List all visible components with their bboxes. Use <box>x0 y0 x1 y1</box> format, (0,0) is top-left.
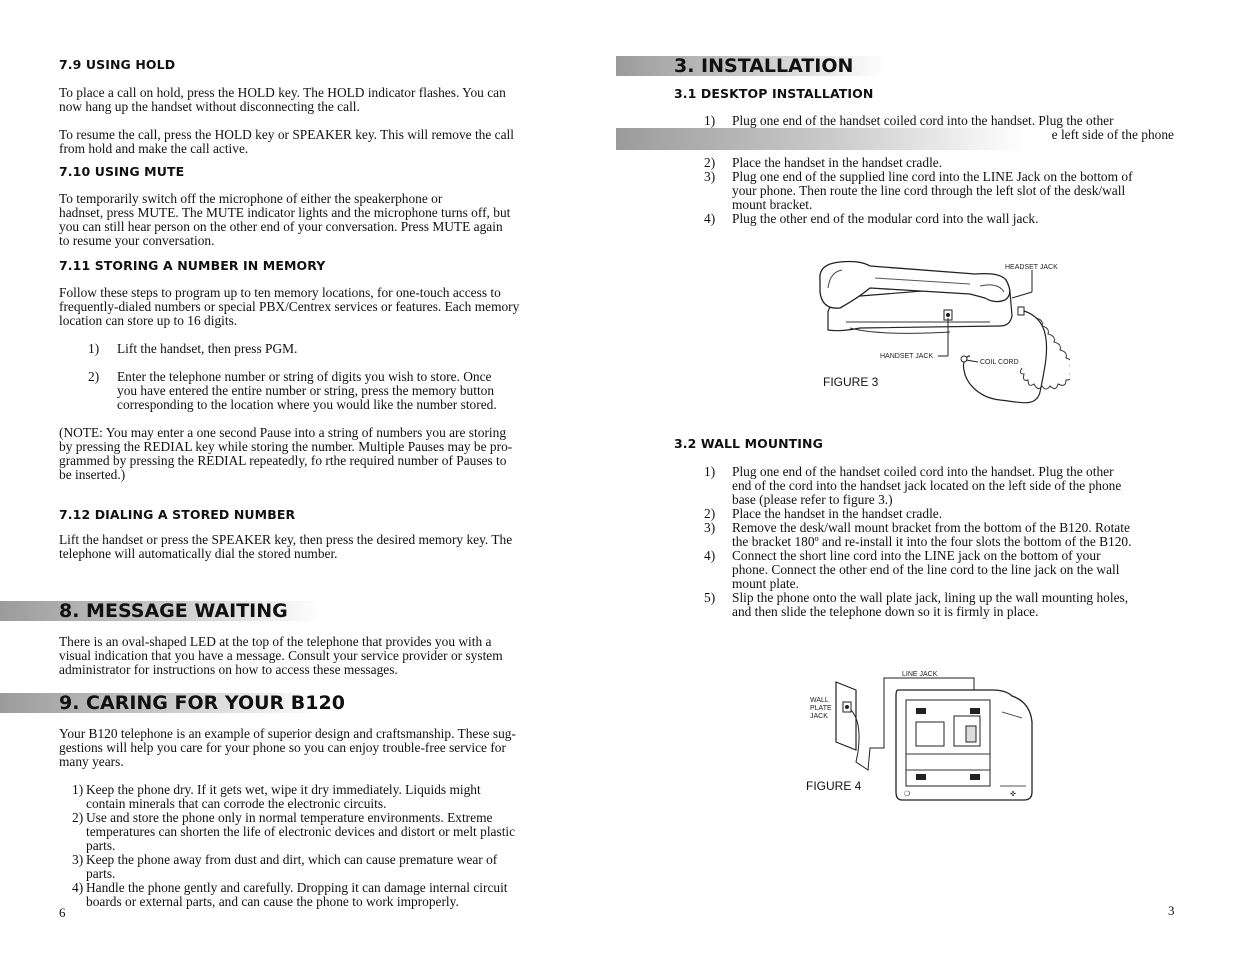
list-number: 3) <box>704 520 716 535</box>
text-line: hadnset, press MUTE. The MUTE indicator lights and the microphone turns off, but <box>59 205 511 220</box>
svg-text:❍: ❍ <box>904 791 911 798</box>
text-line: you can still hear person on the other end of your conversation. Press MUTE again <box>59 219 503 234</box>
text-line: (NOTE: You may enter a one second Pause into a string of numbers you are storing <box>59 425 507 440</box>
text-line: phone. Connect the other end of the line cord to the line jack on the wall <box>732 562 1120 577</box>
text-line: the bracket 180º and re-install it into the four slots the bottom of the B120. <box>732 534 1132 549</box>
list-number: 2) <box>88 369 100 384</box>
list-item <box>704 521 1184 549</box>
text-line: Lift the handset, then press PGM. <box>117 341 298 356</box>
text-line: Plug the other end of the modular cord into the wall jack. <box>732 211 1039 226</box>
list-item <box>72 881 562 909</box>
list-number: 5) <box>704 590 716 605</box>
list-item <box>704 507 1184 521</box>
text-line: Keep the phone dry. If it gets wet, wipe it dry immediately. Liquids might <box>86 782 481 797</box>
text-line: many years. <box>59 754 124 769</box>
text-line: To temporarily switch off the microphone of either the speakerphone or <box>59 191 443 206</box>
section-7-11-heading: 7.11 STORING A NUMBER IN MEMORY <box>59 258 326 273</box>
list-item <box>704 212 1184 226</box>
text-line: and then slide the telephone down so it is firmly in place. <box>732 604 1039 619</box>
text-line: Keep the phone away from dust and dirt, which can cause premature wear of <box>86 852 498 867</box>
text-line: boards or external parts, and can cause the phone to work improperly. <box>86 894 459 909</box>
text-line: be inserted.) <box>59 467 126 482</box>
section-7-12-heading: 7.12 DIALING A STORED NUMBER <box>59 507 296 522</box>
text-line: Slip the phone onto the wall plate jack, lining up the wall mounting holes, <box>732 590 1129 605</box>
list-item <box>88 342 548 356</box>
text-line: visual indication that you have a message. Consult your service provider or system <box>59 648 503 663</box>
list-item <box>72 853 562 881</box>
figure-3-phone-illustration <box>800 252 1070 422</box>
text-line: base (please refer to figure 3.) <box>732 492 893 507</box>
list-number: 2) <box>704 506 716 521</box>
section-7-9-paragraph-2 <box>59 128 514 156</box>
page-number: 6 <box>59 905 66 920</box>
list-item <box>704 465 1184 507</box>
text-line: by pressing the REDIAL key while storing the number. Multiple Pauses may be pro- <box>59 439 513 454</box>
list-item <box>704 170 1184 212</box>
text-line: Plug one end of the handset coiled cord into the handset. Plug the other <box>732 464 1114 479</box>
list-item <box>72 811 562 853</box>
list-text <box>732 521 1131 549</box>
figure-4-label-plate: PLATE <box>810 705 832 712</box>
text-line: Plug one end of the handset coiled cord into the handset. Plug the other <box>732 113 1114 128</box>
list-text <box>86 853 497 881</box>
list-number: 1) <box>704 464 716 479</box>
text-line: you have entered the entire number or string, press the memory button <box>117 383 495 398</box>
list-number: 4) <box>72 880 84 895</box>
text-line: frequently-dialed numbers or special PBX/Centrex services or features. Each memory <box>59 299 520 314</box>
section-3-heading: 3. INSTALLATION <box>674 55 854 77</box>
text-line: temperatures can shorten the life of electronic devices and distort or melt plastic <box>86 824 516 839</box>
text-line: to resume your conversation. <box>59 233 215 248</box>
list-text <box>86 811 515 853</box>
page-number: 3 <box>1168 903 1175 918</box>
text-line: Follow these steps to program up to ten memory locations, for one-touch access to <box>59 285 501 300</box>
text-line: Your B120 telephone is an example of superior design and craftsmanship. These sug- <box>59 726 516 741</box>
list-text <box>86 783 481 811</box>
text-line: Plug one end of the supplied line cord into the LINE Jack on the bottom of <box>732 169 1133 184</box>
list-item <box>88 370 548 412</box>
text-line: To place a call on hold, press the HOLD key. The HOLD indicator flashes. You can <box>59 85 506 100</box>
figure-3-label-coil-cord: COIL CORD <box>980 359 1019 366</box>
figure-4-label-jack: JACK <box>810 713 828 720</box>
overlay-bar <box>616 128 1026 150</box>
figure-4-label-wall: WALL <box>810 697 829 704</box>
svg-text:✜: ✜ <box>1010 791 1016 798</box>
list-item <box>704 591 1184 619</box>
list-number: 4) <box>704 548 716 563</box>
list-text <box>732 591 1128 619</box>
list-number: 1) <box>72 782 84 797</box>
list-item <box>704 156 1184 170</box>
text-line: grammed by pressing the REDIAL repeatedly, fo rthe required number of Pauses to <box>59 453 507 468</box>
list-text <box>732 465 1121 507</box>
text-line: e left side of the phone <box>1051 127 1174 142</box>
text-line: corresponding to the location where you would like the number stored. <box>117 397 497 412</box>
figure-3-label-headset-jack: HEADSET JACK <box>1005 264 1058 271</box>
text-line: Place the handset in the handset cradle. <box>732 506 943 521</box>
text-line: parts. <box>86 838 116 853</box>
text-line: now hang up the handset without disconnecting the call. <box>59 99 360 114</box>
list-number: 2) <box>72 810 84 825</box>
text-line: Remove the desk/wall mount bracket from the bottom of the B120. Rotate <box>732 520 1130 535</box>
text-line: location can store up to 16 digits. <box>59 313 238 328</box>
text-line: mount bracket. <box>732 197 813 212</box>
list-number: 4) <box>704 211 716 226</box>
text-line: Enter the telephone number or string of digits you wish to store. Once <box>117 369 492 384</box>
list-text <box>732 170 1133 212</box>
section-8-paragraph <box>59 635 503 677</box>
text-line: end of the cord into the handset jack located on the left side of the phone <box>732 478 1122 493</box>
section-7-11-note <box>59 426 512 482</box>
section-3-1-heading: 3.1 DESKTOP INSTALLATION <box>674 86 874 101</box>
text-line: contain minerals that can corrode the electronic circuits. <box>86 796 387 811</box>
text-line: gestions will help you care for your phone so you can enjoy trouble-free service for <box>59 740 506 755</box>
section-7-12-paragraph <box>59 533 512 561</box>
text-line: administrator for instructions on how to access these messages. <box>59 662 398 677</box>
list-number: 2) <box>704 155 716 170</box>
text-line: There is an oval-shaped LED at the top of the telephone that provides you with a <box>59 634 492 649</box>
list-item <box>704 549 1184 591</box>
list-text <box>117 370 497 412</box>
text-line: mount plate. <box>732 576 799 591</box>
text-line: telephone will automatically dial the stored number. <box>59 546 338 561</box>
figure-3-label-handset-jack: HANDSET JACK <box>880 353 934 360</box>
section-7-10-heading: 7.10 USING MUTE <box>59 164 185 179</box>
section-9-paragraph <box>59 727 516 769</box>
section-7-10-paragraph <box>59 192 510 248</box>
list-number: 1) <box>704 113 716 128</box>
text-line: Use and store the phone only in normal temperature environments. Extreme <box>86 810 493 825</box>
list-text <box>732 549 1119 591</box>
figure-4-caption: FIGURE 4 <box>806 779 862 793</box>
list-number: 1) <box>88 341 100 356</box>
text-line: To resume the call, press the HOLD key or SPEAKER key. This will remove the call <box>59 127 514 142</box>
section-9-heading: 9. CARING FOR YOUR B120 <box>59 692 345 714</box>
figure-3-caption: FIGURE 3 <box>823 375 879 389</box>
list-text <box>86 881 508 909</box>
text-line: your phone. Then route the line cord through the left slot of the desk/wall <box>732 183 1126 198</box>
text-line: Lift the handset or press the SPEAKER key, then press the desired memory key. The <box>59 532 513 547</box>
list-number: 3) <box>72 852 84 867</box>
list-item <box>72 783 562 811</box>
text-line: from hold and make the call active. <box>59 141 249 156</box>
text-line: parts. <box>86 866 116 881</box>
text-line: Connect the short line cord into the LINE jack on the bottom of your <box>732 548 1101 563</box>
section-7-9-paragraph-1 <box>59 86 506 114</box>
section-8-heading: 8. MESSAGE WAITING <box>59 600 288 622</box>
section-7-11-paragraph <box>59 286 519 328</box>
section-3-2-heading: 3.2 WALL MOUNTING <box>674 436 823 451</box>
list-number: 3) <box>704 169 716 184</box>
text-line: Place the handset in the handset cradle. <box>732 155 943 170</box>
text-line: Handle the phone gently and carefully. Dropping it can damage internal circuit <box>86 880 508 895</box>
section-7-9-heading: 7.9 USING HOLD <box>59 57 176 72</box>
figure-4-label-line-jack: LINE JACK <box>902 671 938 678</box>
